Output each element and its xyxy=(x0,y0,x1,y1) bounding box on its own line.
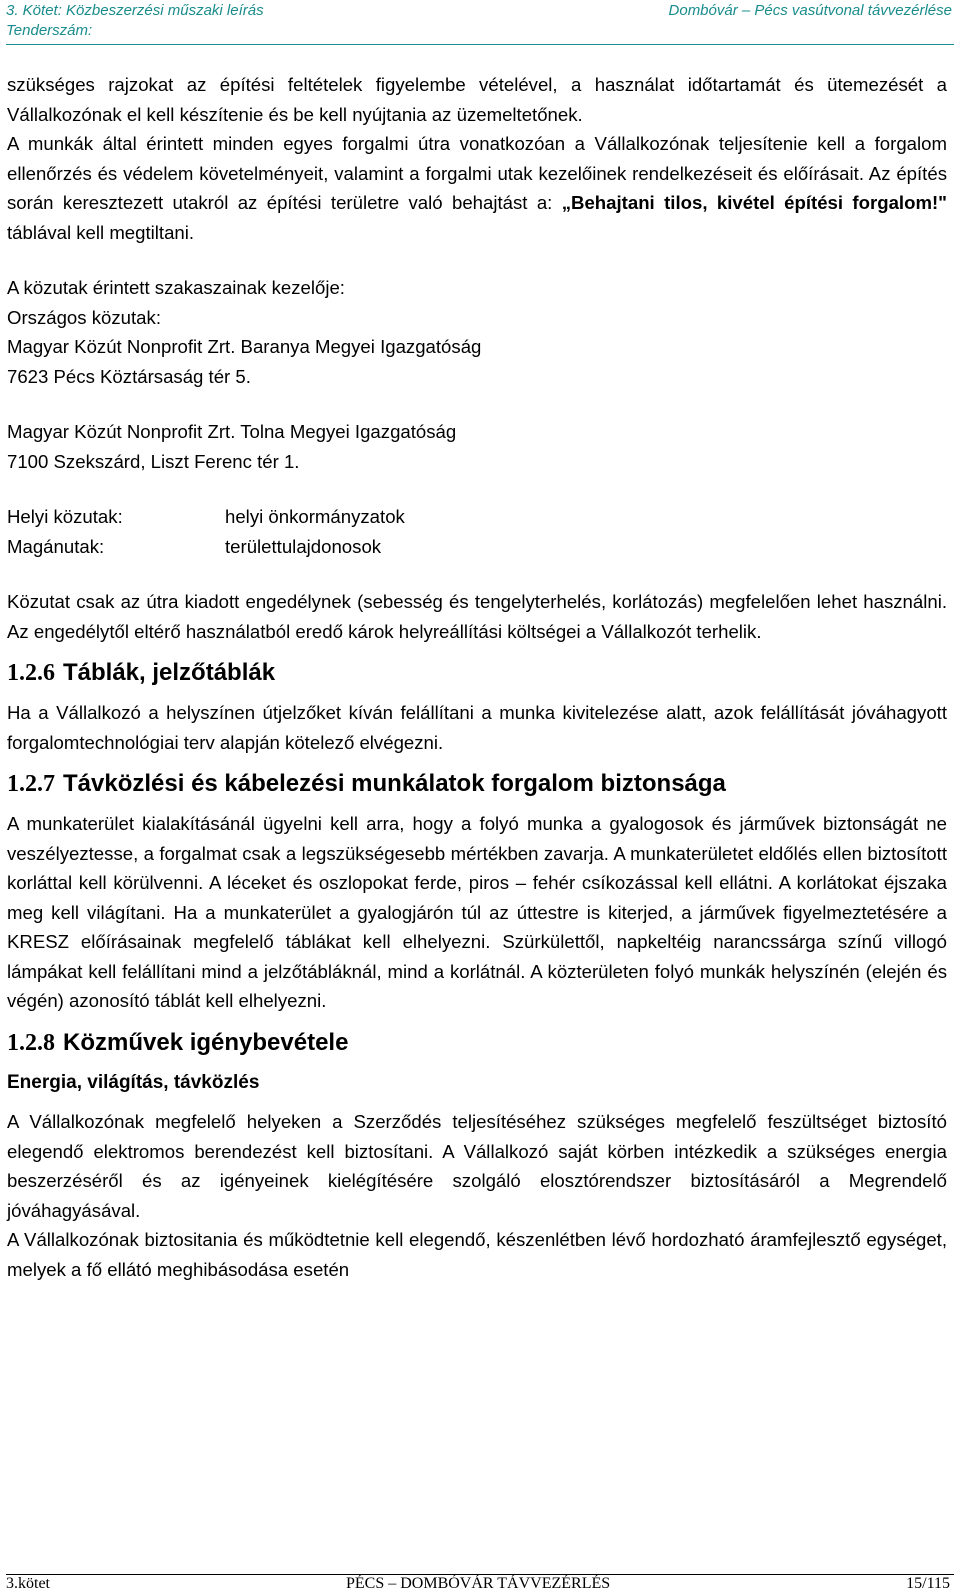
header-document-title: 3. Kötet: Közbeszerzési műszaki leírás xyxy=(6,2,264,19)
line: A közutak érintett szakaszainak kezelője: xyxy=(7,277,345,298)
line: 7100 Szekszárd, Liszt Ferenc tér 1. xyxy=(7,450,300,472)
document-body xyxy=(7,70,947,1284)
section-heading: 1.2.6 Táblák, jelzőtáblák xyxy=(7,659,276,686)
section-heading: 1.2.7 Távközlési és kábelezési munkálatok forgalom biztonsága xyxy=(7,770,726,797)
road-managers-block xyxy=(7,273,947,561)
road-type-row: Magánutak: területtulajdonosok xyxy=(7,535,382,557)
page-number: 15/115 xyxy=(906,1575,950,1592)
subheading: Energia, világítás, távközlés xyxy=(7,1071,260,1093)
paragraph: Közutat csak az útra kiadott engedélynek (sebesség és tengelyterhelés, korlátozás) megfelelően lehet használni. Az engedélytől eltérő használatból eredő károk helyreállítási költségei a Vállalkozót terhelik. xyxy=(7,591,947,642)
paragraph: szükséges rajzokat az építési feltételek figyelembe vételével, a használat időtartamát és ütemezését a Vállalkozónak el kell készítenie és be kell nyújtania az üzemeltetőnek. xyxy=(7,74,947,125)
header-project-title: Dombóvár – Pécs vasútvonal távvezérlése xyxy=(668,2,952,19)
paragraph: A Vállalkozónak biztositania és működtetnie kell elegendő, készenlétben lévő hordozható áramfejlesztő egységet, melyek a fő ellátó meghibásodása esetén xyxy=(7,1229,947,1280)
section-heading: 1.2.8 Közművek igénybevétele xyxy=(7,1028,349,1056)
paragraph: A munkaterület kialakításánál ügyelni kell arra, hogy a folyó munka a gyalogosok és járművek biztonságát ne veszélyeztesse, a forgalmat csak a legszükségesebb mértékben zavarja. A munkaterületet eldőlés ellen biztosított korláttal kell körülvenni. A léceket és oszlopokat ferde, piros – fehér csíkozással kell ellátni. A korlátokat éjszaka meg kell világítani. Ha a munkaterület a gyalogjárón túl az úttestre is kiterjed, a járművek figyelmeztetésére a KRESZ előírásainak megfelelő táblákat kell elhelyezni. Szürkülettől, napkeltéig narancssárga színű villogó lámpákat kell felállítani mind a jelzőtábláknál, mind a korlátnál. A közterületen folyó munkák helyszínén (elején és végén) azonosító táblát kell elhelyezni. xyxy=(7,813,947,1011)
line: Országos közutak: xyxy=(7,306,161,328)
header-divider xyxy=(6,44,954,45)
sign-text: „Behajtani tilos, kivétel építési forgalom!" xyxy=(561,192,947,213)
footer xyxy=(6,1575,950,1593)
footer-project: PÉCS – DOMBÓVÁR TÁVVEZÉRLÉS xyxy=(345,1575,611,1592)
footer-volume: 3.kötet xyxy=(6,1575,50,1592)
header-tender-number: Tenderszám: xyxy=(6,22,93,39)
paragraph: A Vállalkozónak megfelelő helyeken a Szerződés teljesítéséhez szükséges megfelelő feszültséget biztosító elegendő elektromos berendezést kell biztosítani. A Vállalkozó saját körben intézkedik a szükséges energia beszerzéséről és az igényeinek kielégítésére szolgáló elosztórendszer biztosításáról a Megrendelő jóváhagyásával. xyxy=(7,1111,947,1221)
line: 7623 Pécs Köztársaság tér 5. xyxy=(7,365,251,387)
road-type-row: Helyi közutak: helyi önkormányzatok xyxy=(7,506,405,527)
line: Magyar Közút Nonprofit Zrt. Baranya Megyei Igazgatóság xyxy=(7,336,482,357)
paragraph: A munkák által érintett minden egyes forgalmi útra vonatkozóan a Vállalkozónak teljesítenie kell a forgalom ellenőrzés és védelem követelményeit, valamint a forgalmi utak kezelőinek rendelkezéseit és előírásait. Az építés során keresztezett utakról az építési területre való behajtást a: „Behajtani tilos, kivétel építési forgalom!" táblával kell megtiltani. xyxy=(7,133,947,243)
line: Magyar Közút Nonprofit Zrt. Tolna Megyei Igazgatóság xyxy=(7,421,457,442)
paragraph: Ha a Vállalkozó a helyszínen útjelzőket kíván felállítani a munka kivitelezése alatt, azok felállítását jóváhagyott forgalomtechnológiai terv alapján kötelező elvégezni. xyxy=(7,702,947,753)
